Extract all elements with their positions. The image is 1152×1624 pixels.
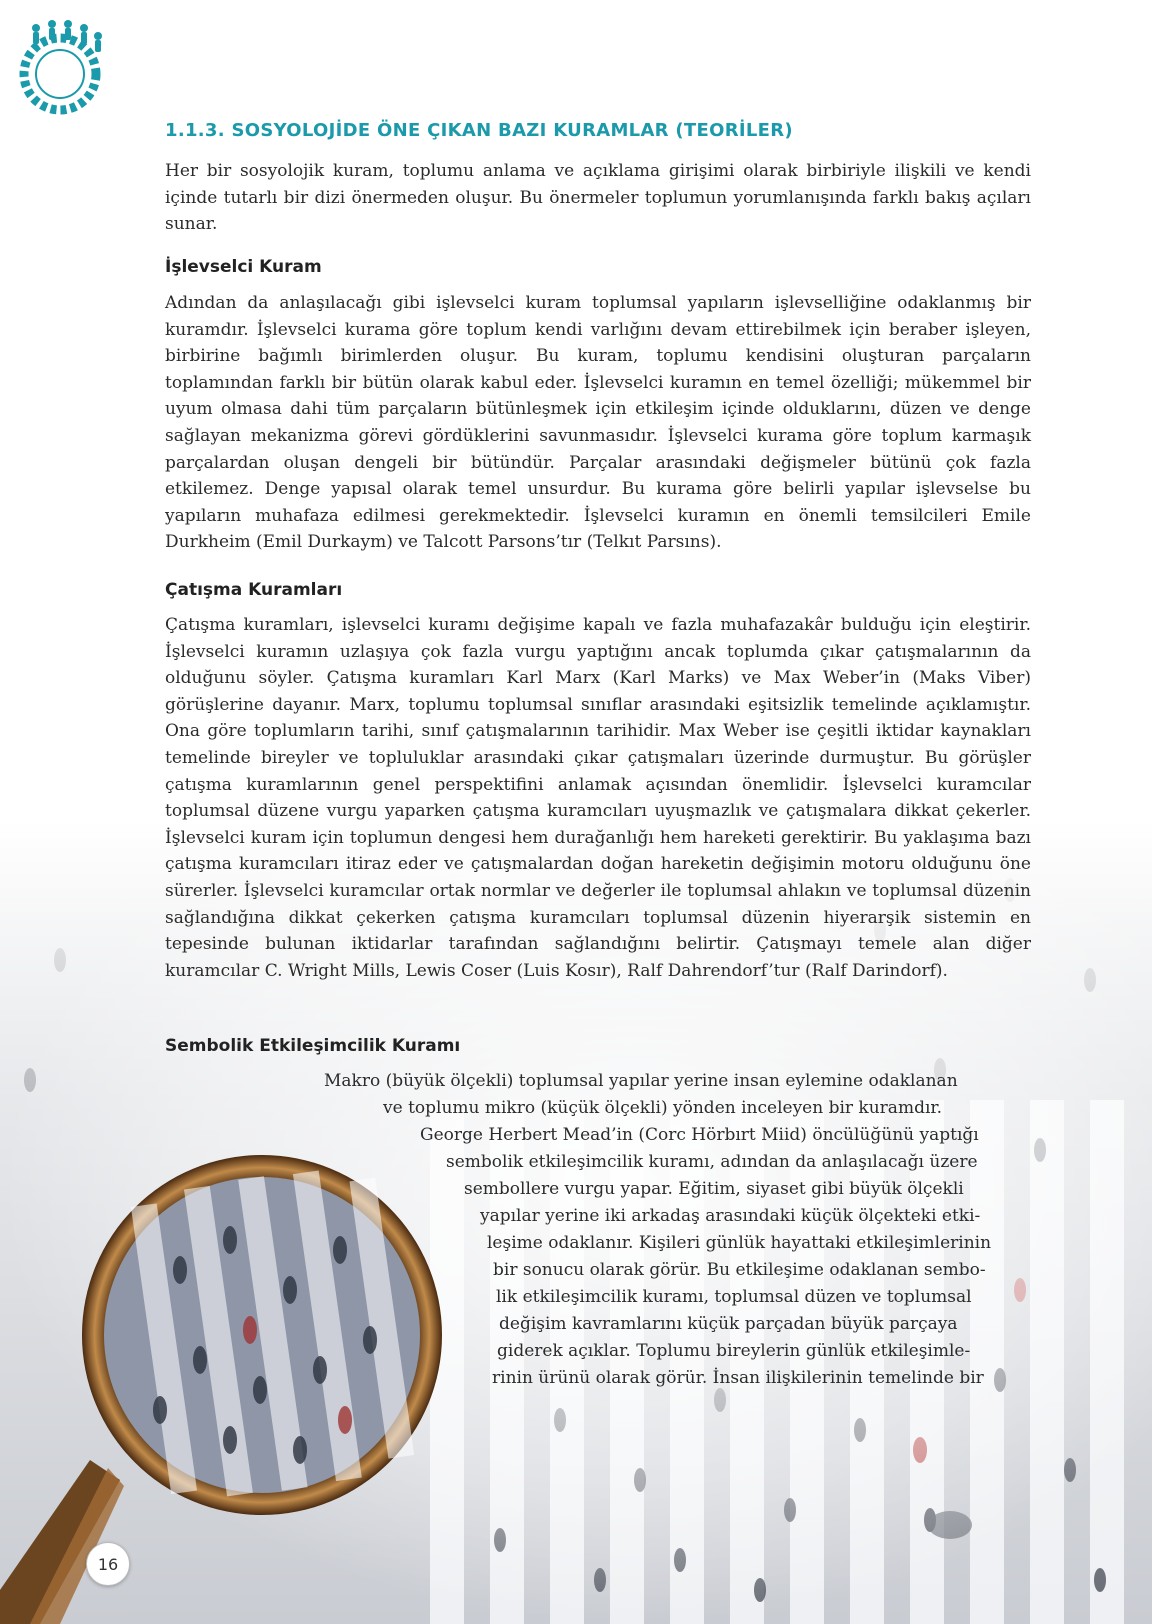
symbolic-line: ve toplumu mikro (küçük ölçekli) yönden inceleyen bir kuramdır.	[383, 1098, 943, 1118]
intro-paragraph: Her bir sosyolojik kuram, toplumu anlama ve açıklama girişimi olarak birbiriyle ilişkili ve kendi içinde tutarlı bir dizi önermeden oluşur. Bu önermeler toplumun yorumlanışında farklı bakış açıları sunar.	[165, 161, 1031, 235]
symbolic-line: yapılar yerine iki arkadaş arasındaki küçük ölçekteki etki-	[480, 1206, 981, 1226]
gear-people-logo-icon	[14, 14, 110, 124]
functionalist-heading: İşlevselci Kuram	[165, 257, 322, 277]
symbolic-heading: Sembolik Etkileşimcilik Kuramı	[165, 1036, 461, 1056]
symbolic-line: giderek açıklar. Toplumu bireylerin günlük etkileşimle-	[497, 1341, 971, 1361]
symbolic-line: bir sonucu olarak görür. Bu etkileşime odaklanan sembo-	[493, 1260, 986, 1280]
symbolic-line: lik etkileşimcilik kuramı, toplumsal düzen ve toplumsal	[496, 1287, 972, 1307]
symbolic-line: George Herbert Mead’in (Corc Hörbırt Miid) öncülüğünü yaptığı	[420, 1125, 979, 1145]
page-number: 16	[86, 1542, 130, 1586]
magnifying-glass-illustration	[0, 1150, 480, 1624]
symbolic-line: değişim kavramlarını küçük parçadan büyük parçaya	[499, 1314, 958, 1334]
conflict-paragraph: Çatışma kuramları, işlevselci kuramı değişime kapalı ve fazla muhafazakâr bulduğu için eleştirir. İşlevselci kuramın uzlaşıya çok fazla vurgu yaptığını ancak toplumda çıkar çatışmalarının da olduğunu söyler. Çatışma kuramları Karl Marx (Karl Marks) ve Max Weber’in (Maks Viber) görüşlerine dayanır. Marx, toplumu toplumsal sınıflar arasındaki eşitsizlik temelinde açıklamıştır. Ona göre toplumların tarihi, sınıf çatışmalarının tarihidir. Max Weber ise çeşitli iktidar kaynakları temelinde bireyler ve topluluklar arasındaki çıkar çatışmaları üzerinde durmuştur. Bu görüşler çatışma kuramlarının genel perspektifini anlamak açısından önemlidir. İşlevselci kuramcılar toplumsal düzene vurgu yaparken çatışma kuramcıları uyuşmazlık ve çatışmalara dikkat çekerler. İşlevselci kuram için toplumun dengesi hem durağanlığı hem hareketi gerektirir. Bu yaklaşıma bazı çatışma kuramcıları itiraz eder ve çatışmalardan doğan hareketin değişimin motoru olduğunu öne sürerler. İşlevselci kuramcılar ortak normlar ve değerler ile toplumsal ahlakın ve toplumsal düzenin sağlandığına dikkat çekerken çatışma kuramcıları toplumsal düzenin hiyerarşik sistemin en tepesinde bulunan iktidarlar tarafından sağlandığını belirtir. Çatışmayı temele alan diğer kuramcılar C. Wright Mills, Lewis Coser (Luis Kosır), Ralf Dahrendorf’tur (Ralf Darindorf).	[165, 615, 1031, 981]
conflict-heading: Çatışma Kuramları	[165, 580, 343, 600]
functionalist-paragraph: Adından da anlaşılacağı gibi işlevselci kuram toplumsal yapıların işlevselliğine odaklanmış bir kuramdır. İşlevselci kurama göre toplum kendi varlığını devam ettirebilmek için beraber işleyen, birbirine bağımlı birimlerden oluşur. Bu kuram, toplumu kendisini oluşturan parçaların toplamından farklı bir bütün olarak kabul eder. İşlevselci kuramın en temel özelliği; mükemmel bir uyum olmasa dahi tüm parçaların bütünleşmek için etkileşim içinde olduklarını, düzen ve denge sağlayan mekanizma görevi gördüklerini savunmasıdır. İşlevselci kurama göre toplum karmaşık parçalardan oluşan dengeli bir bütündür. Parçalar arasındaki değişmeler bütünü çok fazla etkilemez. Denge yapısal olarak temel unsurdur. Bu kurama göre belirli yapılar işlevselse bu yapıların muhafaza edilmesi gerekmektedir. İşlevselci kuramın en önemli temsilcileri Emile Durkheim (Emil Durkaym) ve Talcott Parsons’tır (Telkıt Parsıns).	[165, 293, 1031, 553]
symbolic-line: leşime odaklanır. Kişileri günlük hayattaki etkileşimlerinin	[487, 1233, 992, 1253]
symbolic-line: rinin ürünü olarak görür. İnsan ilişkilerinin temelinde bir	[492, 1368, 984, 1388]
section-title: 1.1.3. SOSYOLOJİDE ÖNE ÇIKAN BAZI KURAMLAR (TEORİLER)	[165, 120, 793, 141]
symbolic-line: sembollere vurgu yapar. Eğitim, siyaset gibi büyük ölçekli	[464, 1179, 964, 1199]
symbolic-line: Makro (büyük ölçekli) toplumsal yapılar yerine insan eylemine odaklanan	[324, 1071, 958, 1091]
symbolic-line: sembolik etkileşimcilik kuramı, adından da anlaşılacağı üzere	[446, 1152, 978, 1172]
